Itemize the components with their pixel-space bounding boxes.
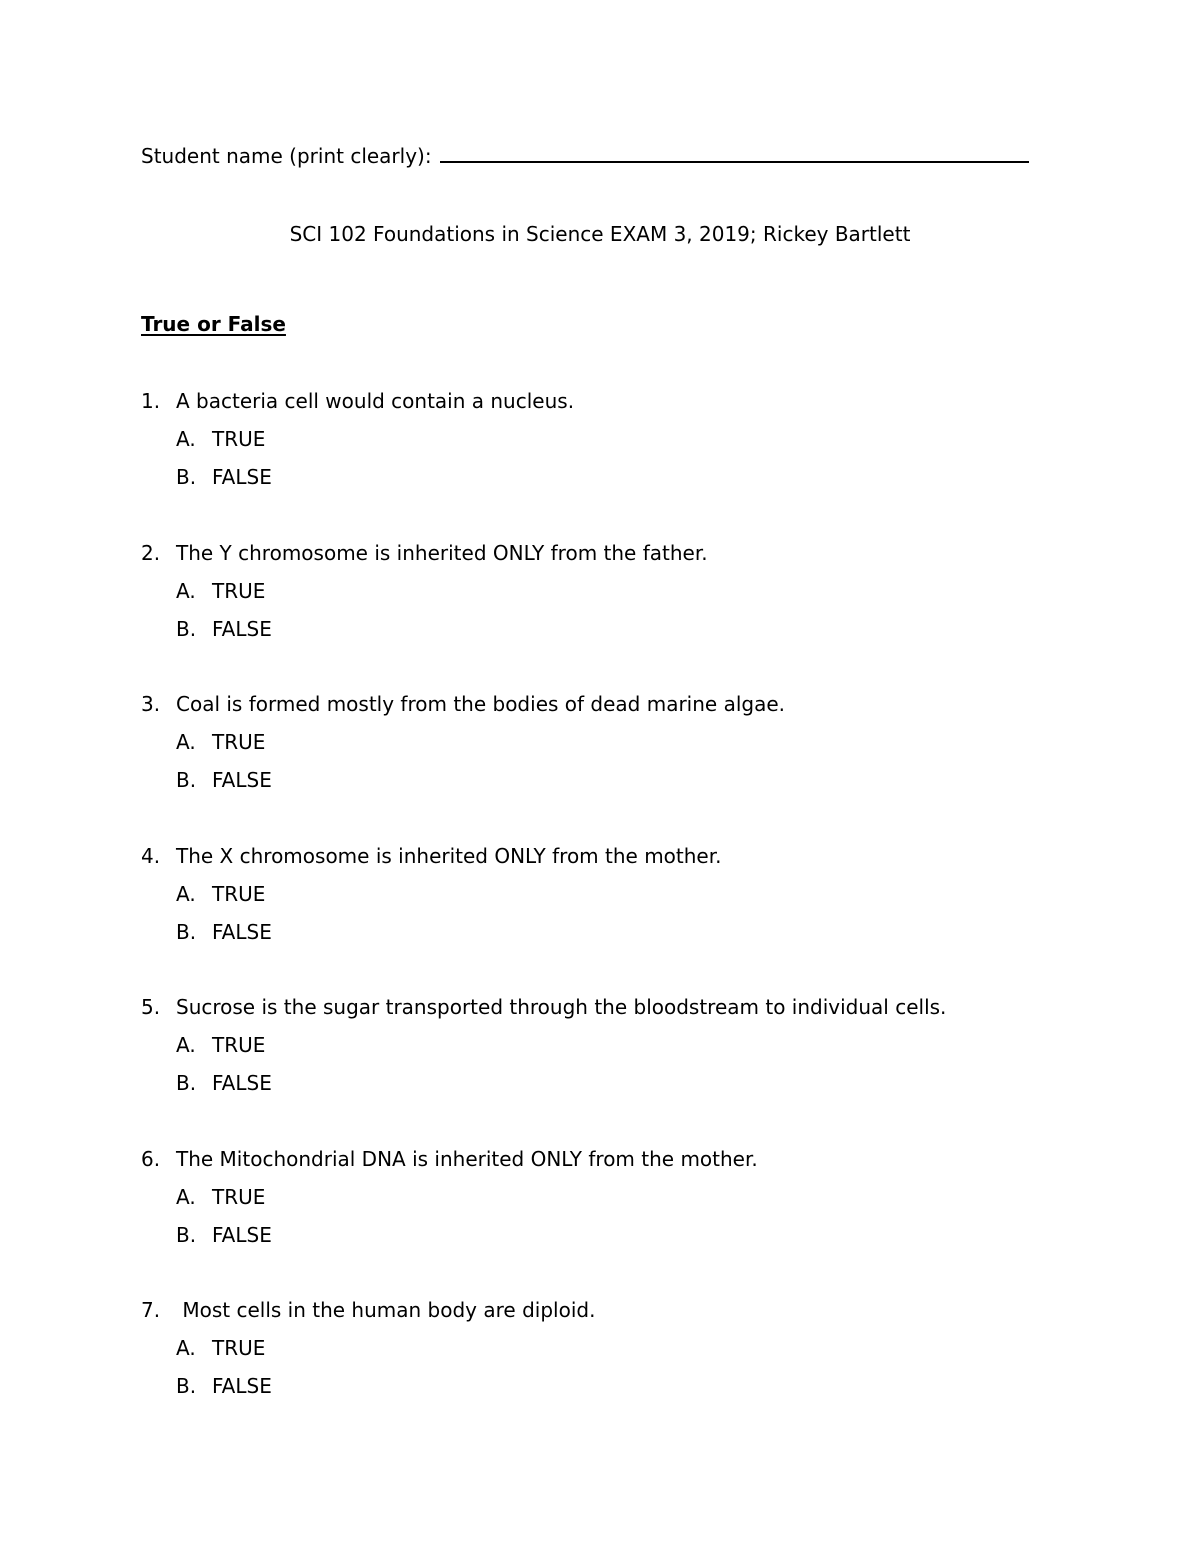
question-6 — [141, 1145, 1121, 1297]
option-true[interactable] — [141, 1031, 1121, 1069]
option-letter: A. — [176, 1184, 196, 1209]
question-text: Sucrose is the sugar transported through the bloodstream to individual cells. — [176, 995, 947, 1019]
question-7 — [141, 1296, 1121, 1448]
option-letter: A. — [176, 427, 196, 451]
question-text: Coal is formed mostly from the bodies of dead marine algae. — [176, 692, 785, 716]
question-1 — [141, 387, 1121, 539]
question-text: The Mitochondrial DNA is inherited ONLY from the mother. — [176, 1146, 758, 1171]
option-true[interactable] — [141, 1334, 1121, 1372]
question-text: The X chromosome is inherited ONLY from the mother. — [176, 843, 722, 868]
question-number: 5. — [141, 995, 161, 1019]
student-name-label: Student name (print clearly): — [141, 144, 432, 168]
question-5 — [141, 993, 1121, 1145]
option-letter: B. — [176, 768, 197, 792]
option-text: TRUE — [212, 427, 266, 451]
option-text: FALSE — [212, 919, 272, 944]
option-false[interactable] — [141, 1372, 1121, 1410]
option-true[interactable] — [141, 1183, 1121, 1221]
section-title: True or False — [141, 312, 286, 336]
question-number: 7. — [141, 1298, 161, 1322]
option-letter: A. — [176, 1033, 196, 1057]
question-3 — [141, 690, 1121, 842]
student-name-blank[interactable] — [440, 141, 1029, 163]
option-text: TRUE — [212, 1184, 266, 1209]
question-text: The Y chromosome is inherited ONLY from the father. — [176, 540, 708, 565]
option-letter: B. — [176, 1071, 197, 1095]
option-true[interactable] — [141, 880, 1121, 918]
question-4 — [141, 842, 1121, 994]
option-false[interactable] — [141, 1221, 1121, 1259]
option-letter: B. — [176, 1374, 197, 1398]
option-text: TRUE — [212, 1336, 266, 1360]
option-text: TRUE — [212, 578, 266, 603]
question-number: 2. — [141, 540, 161, 565]
question-text: A bacteria cell would contain a nucleus. — [176, 389, 575, 413]
question-list — [141, 387, 1121, 1448]
option-false[interactable] — [141, 463, 1121, 501]
option-letter: B. — [176, 616, 197, 641]
option-text: TRUE — [212, 730, 266, 754]
exam-title: SCI 102 Foundations in Science EXAM 3, 2019; Rickey Bartlett — [289, 222, 911, 246]
option-letter: A. — [176, 881, 196, 906]
option-text: FALSE — [212, 465, 272, 489]
option-letter: A. — [176, 1336, 196, 1360]
option-text: FALSE — [212, 616, 272, 641]
option-letter: B. — [176, 1222, 197, 1247]
option-false[interactable] — [141, 766, 1121, 804]
option-text: FALSE — [212, 768, 272, 792]
option-text: FALSE — [212, 1222, 272, 1247]
question-text: Most cells in the human body are diploid. — [176, 1298, 596, 1322]
question-number: 3. — [141, 692, 161, 716]
question-number: 4. — [141, 843, 161, 868]
option-letter: B. — [176, 465, 197, 489]
option-text: FALSE — [212, 1071, 272, 1095]
option-true[interactable] — [141, 425, 1121, 463]
option-false[interactable] — [141, 1069, 1121, 1107]
student-name-line — [141, 141, 1029, 170]
option-text: FALSE — [212, 1374, 272, 1398]
question-number: 1. — [141, 389, 161, 413]
question-number: 6. — [141, 1146, 161, 1171]
option-letter: A. — [176, 730, 196, 754]
option-true[interactable] — [141, 728, 1121, 766]
option-false[interactable] — [141, 615, 1121, 653]
option-text: TRUE — [212, 1033, 266, 1057]
option-text: TRUE — [212, 881, 266, 906]
option-letter: A. — [176, 578, 196, 603]
option-letter: B. — [176, 919, 197, 944]
question-2 — [141, 539, 1121, 691]
option-false[interactable] — [141, 918, 1121, 956]
option-true[interactable] — [141, 577, 1121, 615]
